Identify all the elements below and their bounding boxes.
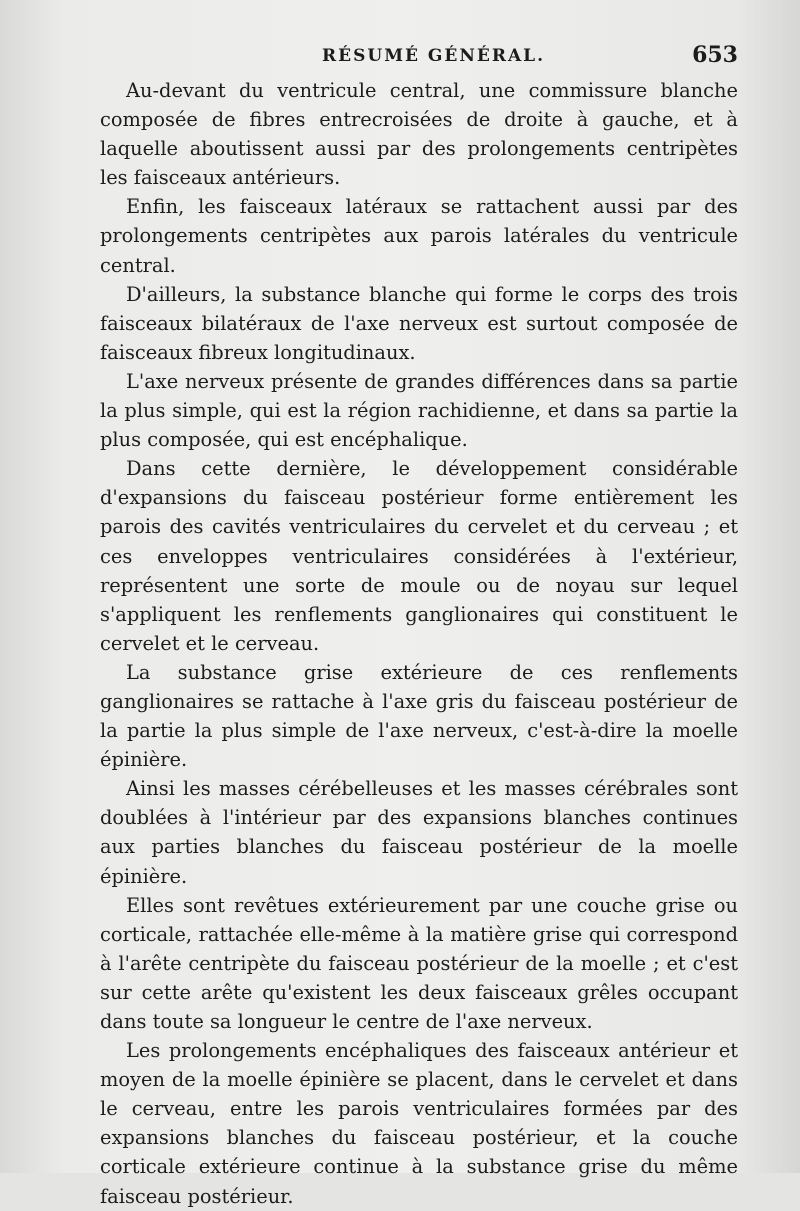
paragraph: Les prolongements encéphaliques des faisceaux antérieur et moyen de la moelle épinière se placent, dans le cervelet et dans le cerveau, entre les parois ventriculaires formées par des expansions blanches du faisceau postérieur, et la couche corticale extérieure continue à la substance grise du même faisceau postérieur. xyxy=(100,1039,738,1208)
paragraph: D'ailleurs, la substance blanche qui forme le corps des trois faisceaux bilatéraux de l'axe nerveux est surtout composée de faisceaux fibreux longitudinaux. xyxy=(100,282,738,364)
paragraph: Enfin, les faisceaux latéraux se rattachent aussi par des prolongements centripètes aux parois latérales du ventricule central. xyxy=(100,195,738,277)
running-head-title: RÉSUMÉ GÉNÉRAL. xyxy=(322,46,546,66)
paragraph: L'axe nerveux présente de grandes différences dans sa partie la plus simple, qui est la région rachidienne, et dans sa partie la plus composée, qui est encéphalique. xyxy=(100,369,738,452)
paragraph: Elles sont revêtues extérieurement par une couche grise ou corticale, rattachée elle-même à la matière grise qui correspond à l'arête centripète du faisceau postérieur de la moelle ; et c'est sur cette arête qu'existent les deux faisceaux grêles occupant dans toute sa longueur le centre de l'axe nerveux. xyxy=(100,893,738,1033)
page-number: 653 xyxy=(692,42,738,68)
paragraph: Au-devant du ventricule central, une commissure blanche composée de fibres entrecroisées de droite à gauche, et à laquelle aboutissent aussi par des prolongements centripètes les faisceaux antérieurs. xyxy=(100,79,738,190)
running-head xyxy=(100,42,738,76)
paragraph: Ainsi les masses cérébelleuses et les masses cérébrales sont doublées à l'intérieur par des expansions blanches continues aux parties blanches du faisceau postérieur de la moelle épinière. xyxy=(100,777,738,888)
paragraph: Dans cette dernière, le développement considérable d'expansions du faisceau postérieur forme entièrement les parois des cavités ventriculaires du cervelet et du cerveau ; et ces enveloppes ventriculaires considérées à l'extérieur, représentent une sorte de moule ou de noyau sur lequel s'appliquent les renflements ganglionaires qui constituent le cervelet et le cerveau. xyxy=(100,457,738,655)
body-text xyxy=(100,76,738,1211)
paragraph: La substance grise extérieure de ces renflements ganglionaires se rattache à l'axe gris du faisceau postérieur de la partie la plus simple de l'axe nerveux, c'est-à-dire la moelle épinière. xyxy=(100,660,738,772)
